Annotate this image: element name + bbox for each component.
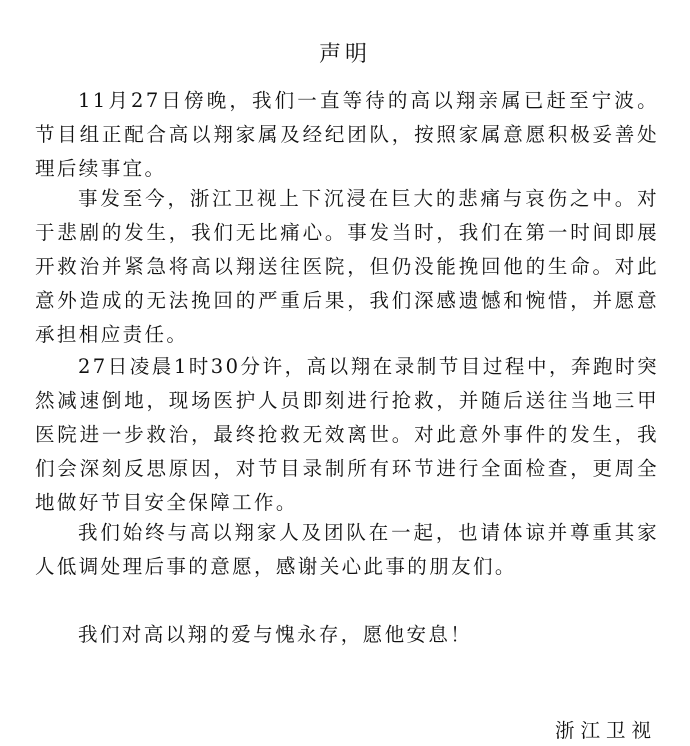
paragraph-family-arrival: 11月27日傍晚，我们一直等待的高以翔亲属已赶至宁波。节目组正配合高以翔家属及经纪团队，按照家属意愿积极妥善处理后续事宜。 — [35, 89, 659, 180]
paragraph-incident-details: 27日凌晨1时30分许，高以翔在录制节目过程中，奔跑时突然减速倒地，现场医护人员即刻进行抢救，并随后送往当地三甲医院进一步救治，最终抢救无效离世。对此意外事件的发生，我们会深刻反思原因，对节目录制所有环节进行全面检查，更周全地做好节目安全保障工作。 — [35, 355, 659, 514]
paragraph-respect-privacy: 我们始终与高以翔家人及团队在一起，也请体谅并尊重其家人低调处理后事的意愿，感谢关心此事的朋友们。 — [35, 521, 659, 578]
paragraph-condolence: 事发至今，浙江卫视上下沉浸在巨大的悲痛与哀伤之中。对于悲剧的发生，我们无比痛心。事发当时，我们在第一时间即展开救治并紧急将高以翔送往医院，但仍没能挽回他的生命。对此意外造成的无法挽回的严重后果，我们深感遗憾和惋惜，并愿意承担相应责任。 — [35, 187, 659, 346]
document-title: 声明 — [318, 42, 371, 67]
paragraph-rest-in-peace: 我们对高以翔的爱与愧永存，愿他安息！ — [78, 623, 473, 646]
signature: 浙江卫视 — [555, 719, 658, 742]
